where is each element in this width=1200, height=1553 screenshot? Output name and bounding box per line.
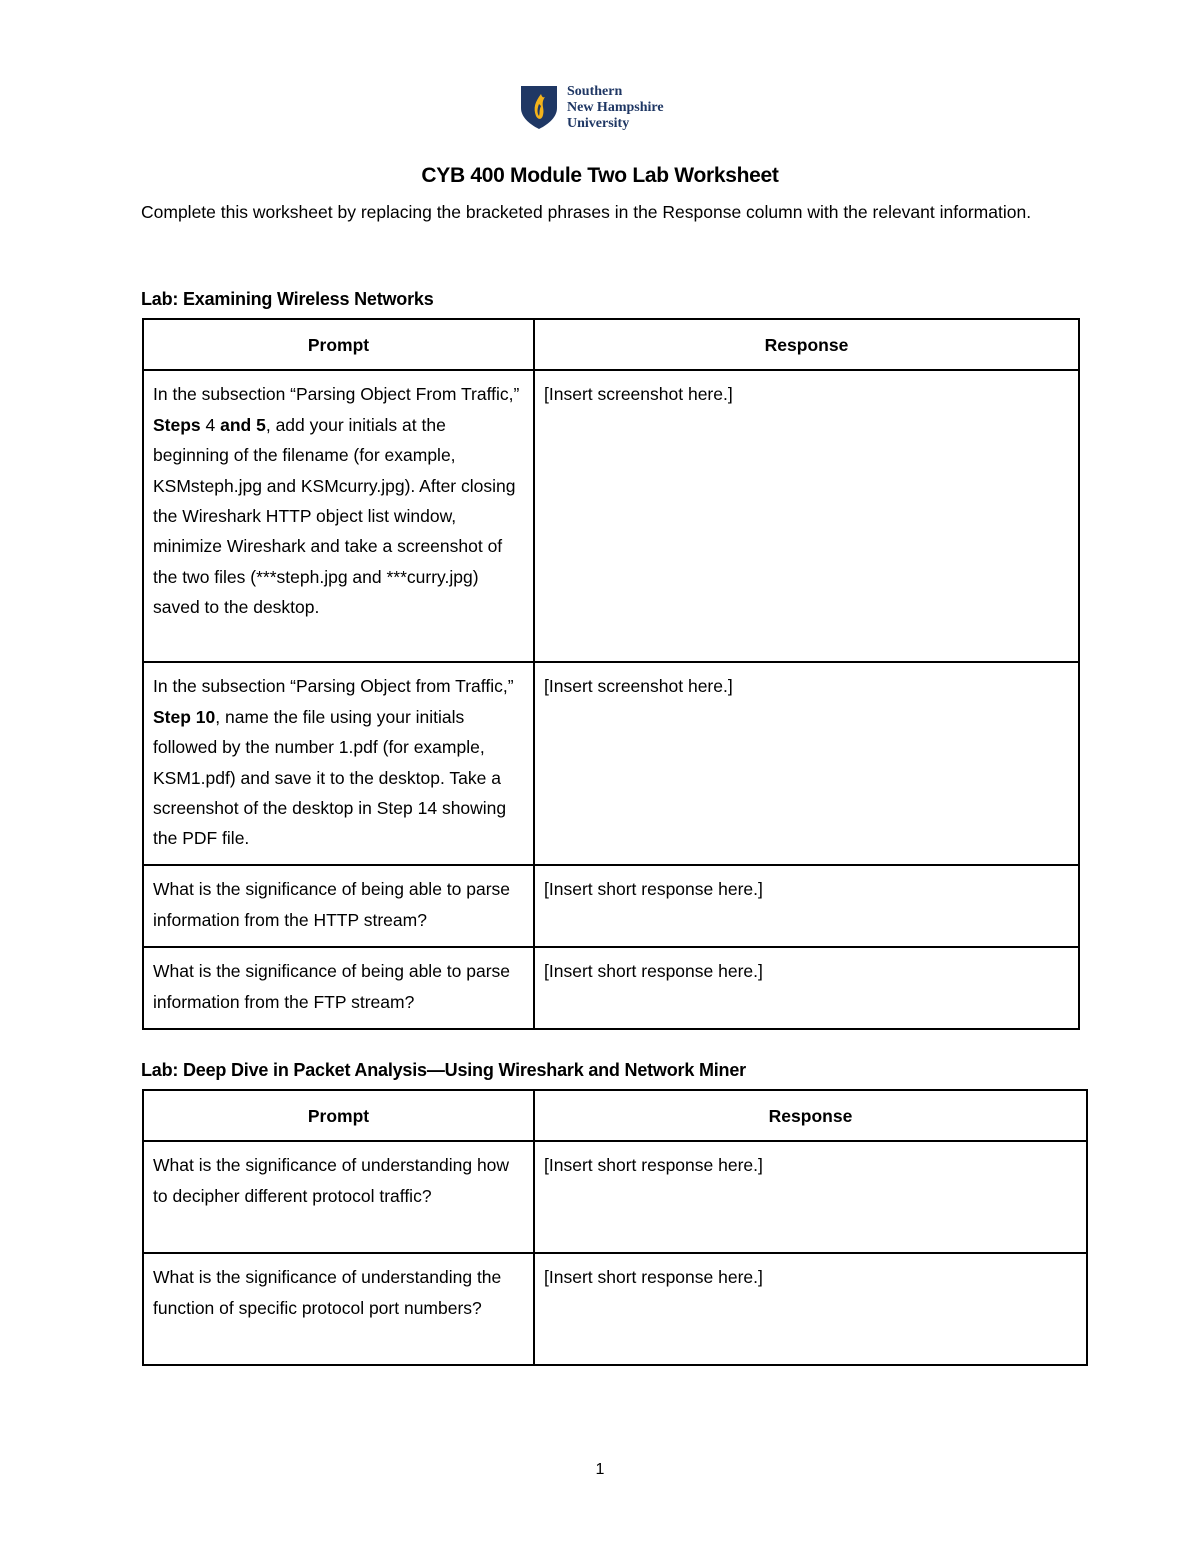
- intro-paragraph: Complete this worksheet by replacing the bracketed phrases in the Response column with the relevant information.: [141, 202, 1032, 222]
- prompt-text: 4: [200, 414, 221, 435]
- table-row: [143, 662, 1079, 865]
- page-title: CYB 400 Module Two Lab Worksheet: [421, 164, 779, 187]
- prompt-cell: What is the significance of understanding the function of specific protocol port numbers?: [143, 1253, 534, 1365]
- prompt-text: , add your initials at the beginning of the filename (for example, KSMsteph.jpg and KSMcurry.jpg). After closing the Wireshark HTTP object list window, minimize Wireshark and take a screenshot of the two files (***steph.jpg and ***curry.jpg) saved to the desktop.: [153, 414, 516, 618]
- response-cell[interactable]: [Insert short response here.]: [534, 947, 1079, 1029]
- university-shield-flame-icon: [519, 84, 559, 130]
- prompt-emphasis: and 5: [220, 414, 266, 435]
- response-cell[interactable]: [Insert short response here.]: [534, 1141, 1087, 1253]
- prompt-cell: [143, 662, 534, 865]
- prompt-text: In the subsection “Parsing Object from Traffic,”: [153, 676, 514, 697]
- table-header-row: [143, 1090, 1087, 1141]
- prompt-cell: What is the significance of being able to parse information from the FTP stream?: [143, 947, 534, 1029]
- table-row: [143, 1253, 1087, 1365]
- table-row: [143, 1141, 1087, 1253]
- response-cell[interactable]: [Insert screenshot here.]: [534, 370, 1079, 662]
- university-logo: [519, 84, 689, 134]
- response-cell[interactable]: [Insert screenshot here.]: [534, 662, 1079, 865]
- table-row: [143, 947, 1079, 1029]
- table-row: [143, 865, 1079, 947]
- prompt-emphasis: Step 10: [153, 706, 216, 727]
- response-cell[interactable]: [Insert short response here.]: [534, 1253, 1087, 1365]
- section-heading-packet-analysis: Lab: Deep Dive in Packet Analysis—Using Wireshark and Network Miner: [141, 1060, 746, 1080]
- table-row: [143, 370, 1079, 662]
- logo-line-3: University: [567, 116, 630, 131]
- packet-analysis-table: [142, 1089, 1088, 1366]
- prompt-text: , name the file using your initials followed by the number 1.pdf (for example, KSM1.pdf) and save it to the desktop. Take a screenshot of the desktop in Step 14 showing the PDF file.: [153, 706, 507, 849]
- header-prompt: Prompt: [143, 1090, 534, 1141]
- wireless-lab-table: [142, 318, 1080, 1030]
- logo-wordmark: [567, 84, 664, 132]
- prompt-cell: What is the significance of understanding how to decipher different protocol traffic?: [143, 1141, 534, 1253]
- response-cell[interactable]: [Insert short response here.]: [534, 865, 1079, 947]
- prompt-cell: [143, 370, 534, 662]
- logo-line-1: Southern: [567, 84, 623, 99]
- prompt-text: In the subsection “Parsing Object From Traffic,”: [153, 384, 520, 405]
- prompt-emphasis: Steps: [153, 414, 201, 435]
- logo-line-2: New Hampshire: [567, 100, 664, 115]
- header-response: Response: [534, 1090, 1087, 1141]
- prompt-cell: What is the significance of being able to parse information from the HTTP stream?: [143, 865, 534, 947]
- header-response: Response: [534, 319, 1079, 370]
- page-number: 1: [595, 1461, 605, 1478]
- header-prompt: Prompt: [143, 319, 534, 370]
- table-header-row: [143, 319, 1079, 370]
- section-heading-wireless: Lab: Examining Wireless Networks: [141, 289, 434, 309]
